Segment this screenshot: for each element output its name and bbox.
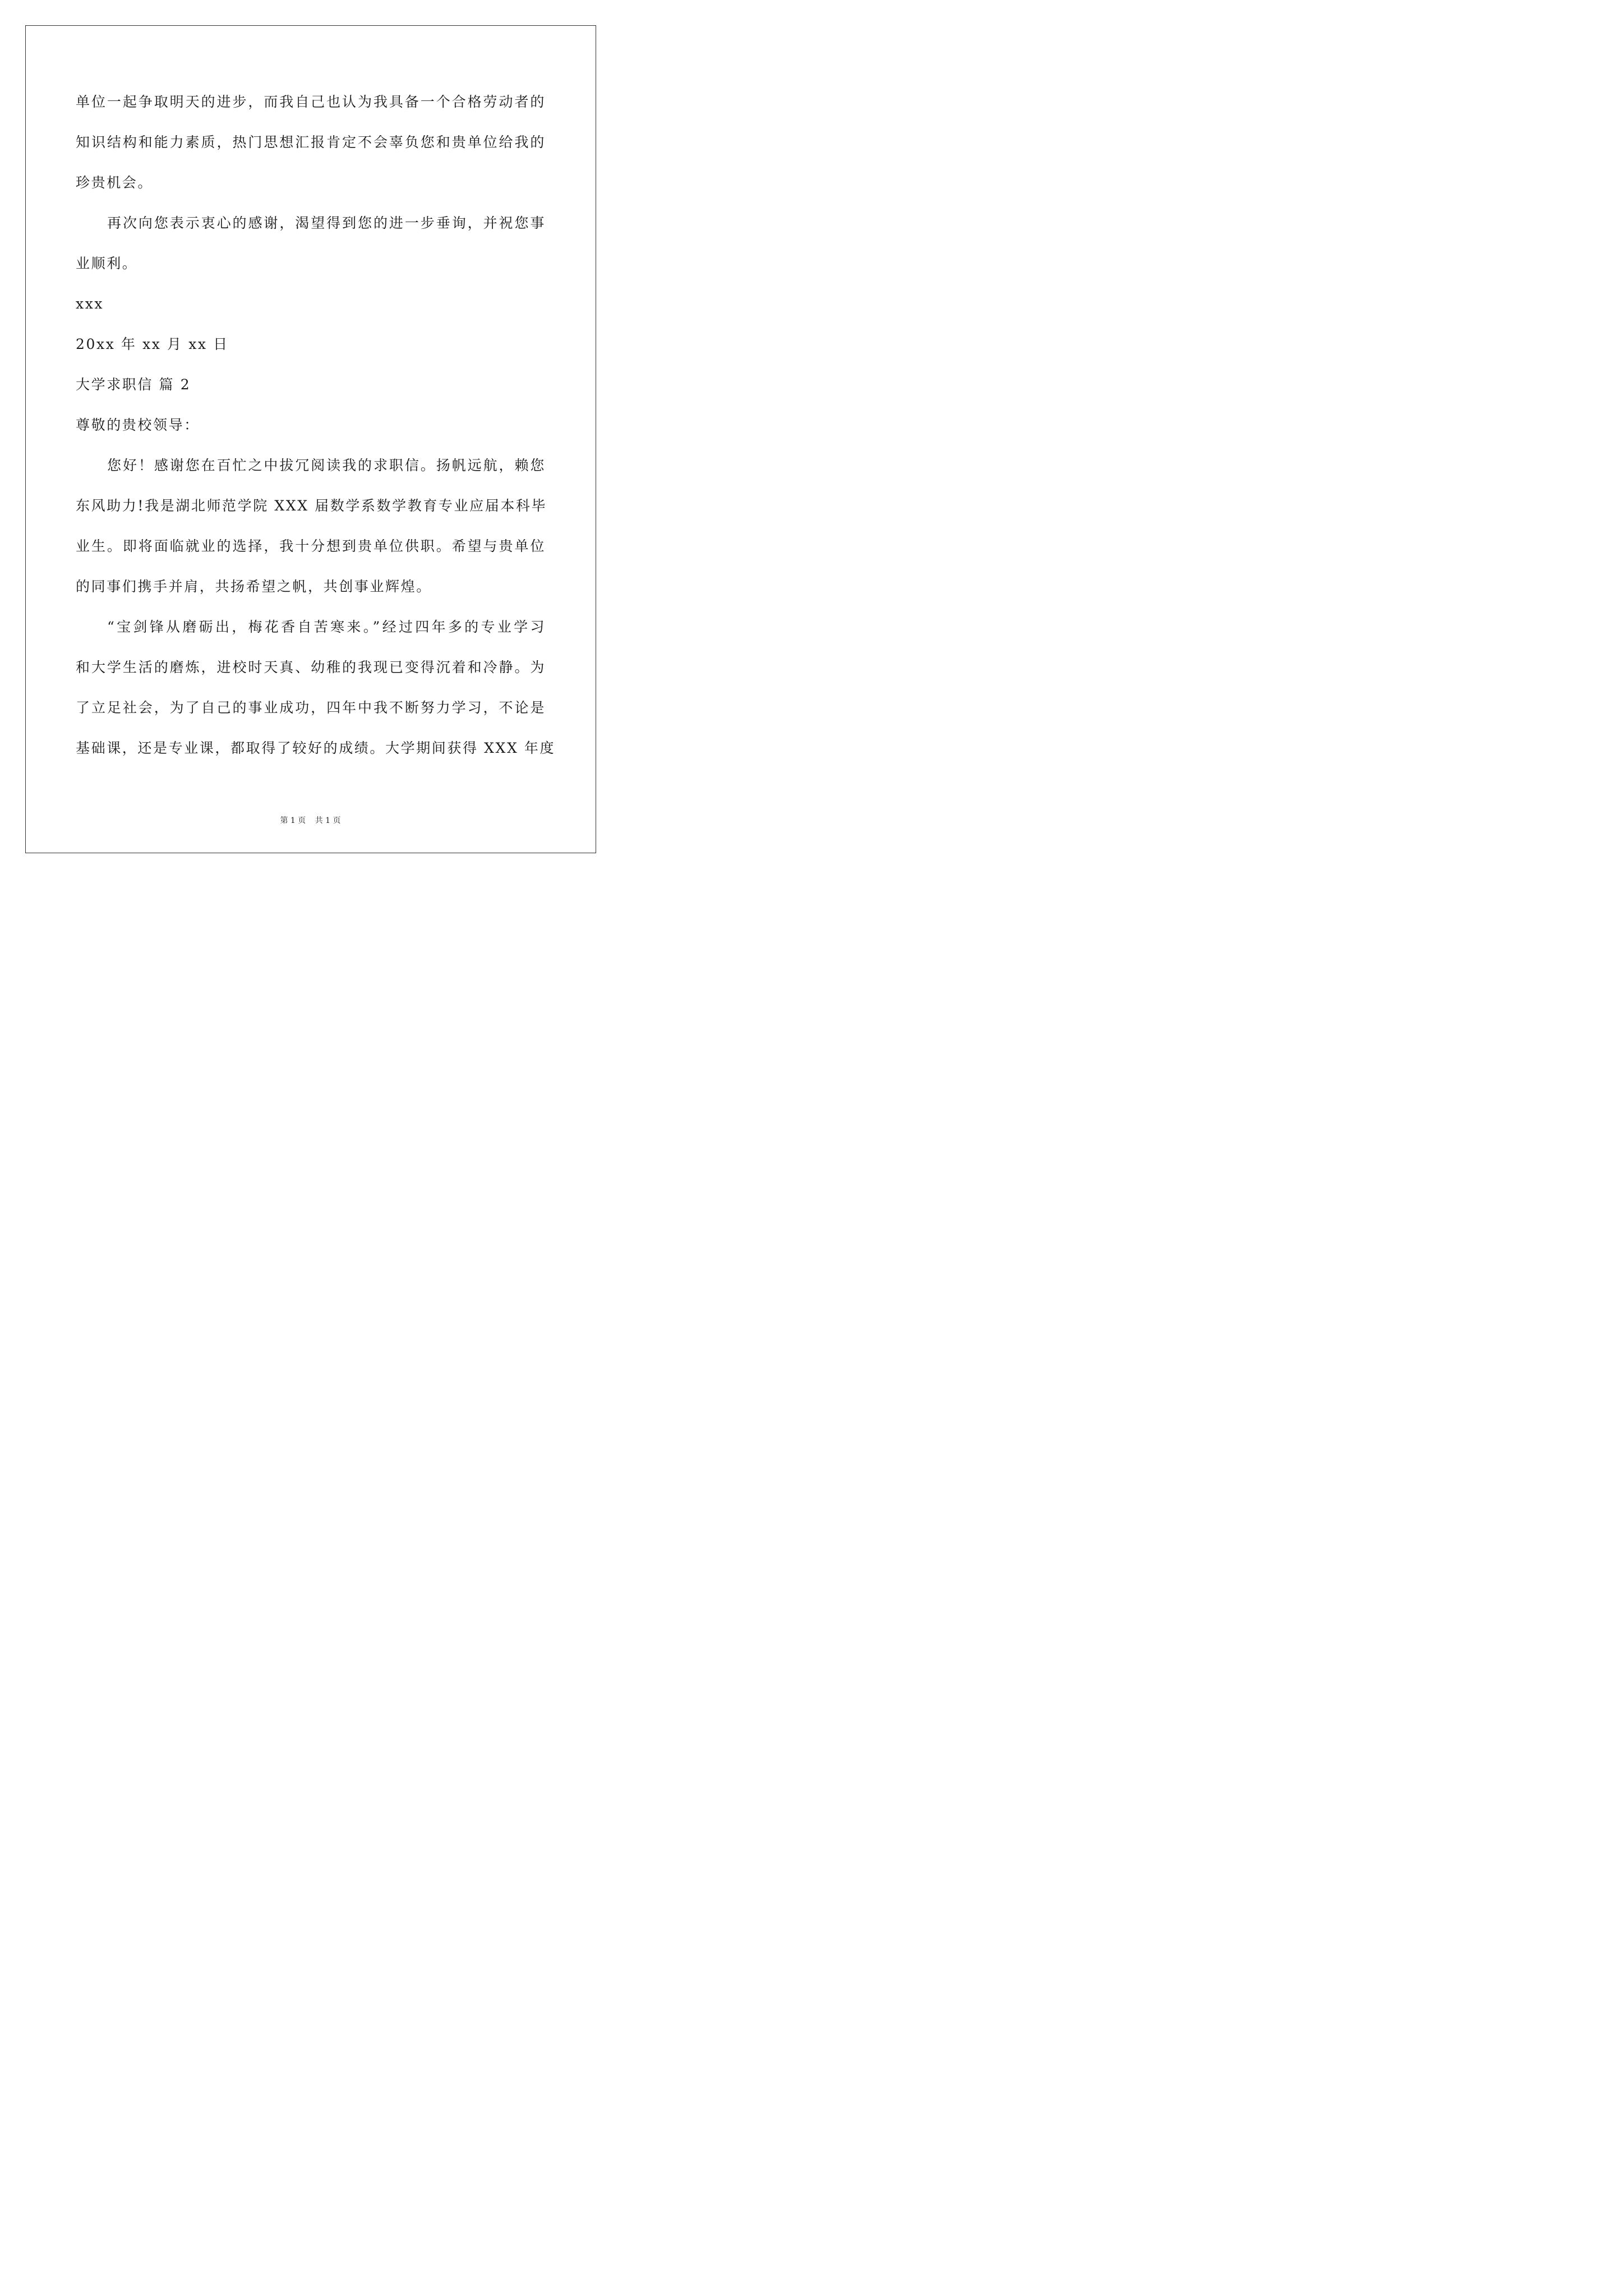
text-line: 大学求职信 篇 2 xyxy=(76,376,191,393)
text-line: 东风助力!我是湖北师范学院 XXX 届数学系数学教育专业应届本科毕 xyxy=(76,498,547,514)
text-line: 和大学生活的磨炼，进校时天真、幼稚的我现已变得沉着和冷静。为 xyxy=(76,659,546,675)
footer-page-total: 共 1 页 xyxy=(315,816,341,825)
text-line: 尊敬的贵校领导： xyxy=(76,417,200,433)
text-line: 知识结构和能力素质，热门思想汇报肯定不会辜负您和贵单位给我的 xyxy=(76,134,546,150)
text-line: xxx xyxy=(76,296,104,312)
text-line: “宝剑锋从磨砺出，梅花香自苦寒来。”经过四年多的专业学习 xyxy=(107,619,546,635)
page-footer xyxy=(0,815,621,826)
text-line: 了立足社会，为了自己的事业成功，四年中我不断努力学习，不论是 xyxy=(76,700,546,716)
text-line: 单位一起争取明天的进步，而我自己也认为我具备一个合格劳动者的 xyxy=(76,94,546,110)
text-line: 基础课，还是专业课，都取得了较好的成绩。大学期间获得 XXX 年度 xyxy=(76,740,556,756)
text-line: 的同事们携手并肩，共扬希望之帆，共创事业辉煌。 xyxy=(76,578,432,595)
footer-page-current: 第 1 页 xyxy=(280,816,306,825)
text-line: 20xx 年 xx 月 xx 日 xyxy=(76,336,229,352)
text-line: 珍贵机会。 xyxy=(76,174,154,191)
text-line: 您好！感谢您在百忙之中拔冗阅读我的求职信。扬帆远航，赖您 xyxy=(107,457,546,473)
text-line: 业生。即将面临就业的选择，我十分想到贵单位供职。希望与贵单位 xyxy=(76,538,546,554)
text-line: 业顺利。 xyxy=(76,255,138,272)
document-body xyxy=(76,82,556,769)
text-line: 再次向您表示衷心的感谢，渴望得到您的进一步垂询，并祝您事 xyxy=(107,215,546,231)
